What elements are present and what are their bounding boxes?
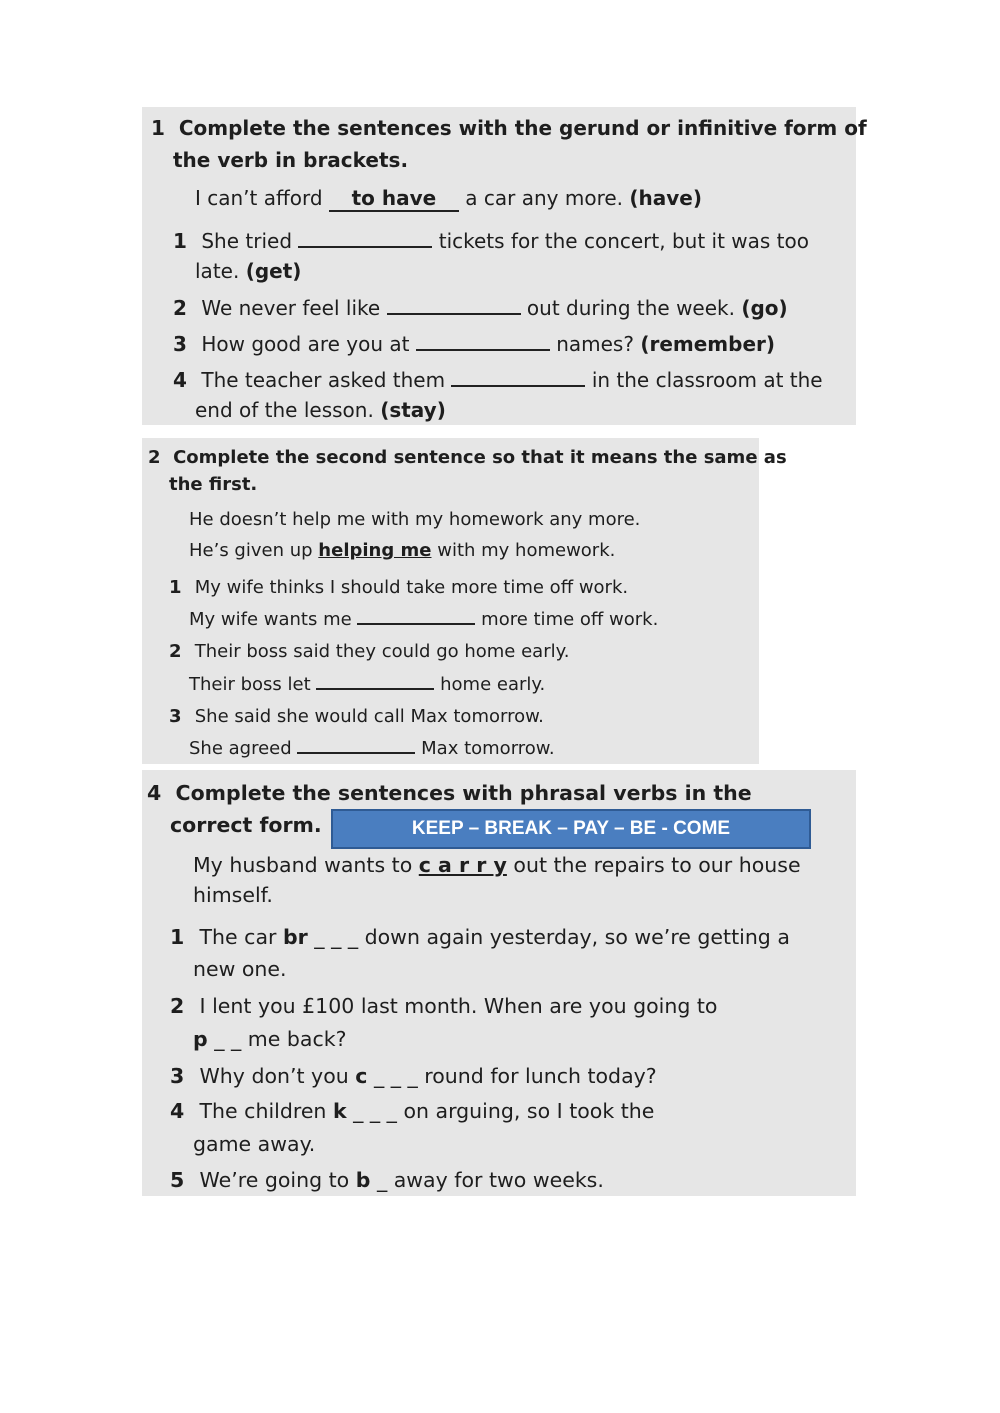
answer-blank[interactable] (297, 752, 415, 754)
exercise-4-item-4-line2: game away. (193, 1132, 316, 1156)
exercise-2-example-second: He’s given up helping me with my homework. (189, 540, 616, 561)
exercise-1-item-3: 3 How good are you at names? (remember) (173, 332, 776, 356)
exercise-1-heading-line2: the verb in brackets. (173, 148, 409, 172)
exercise-4-heading-line2: correct form. (170, 813, 322, 837)
answer-blank[interactable] (298, 246, 432, 248)
example-answer: c a r r y (418, 853, 507, 877)
answer-blank[interactable] (387, 313, 521, 315)
exercise-1-item-4: 4 The teacher asked them in the classroom at the (173, 368, 823, 392)
exercise-4-example-line2: himself. (193, 883, 273, 907)
exercise-2-item-1-second: My wife wants me more time off work. (189, 609, 659, 630)
exercise-1-item-1: 1 She tried tickets for the concert, but it was too (173, 229, 809, 253)
letter-gaps[interactable]: _ _ _ (314, 925, 359, 949)
letter-gaps[interactable]: _ _ _ (373, 1064, 418, 1088)
exercise-4-heading: 4 Complete the sentences with phrasal verbs in the (147, 781, 752, 805)
exercise-2-heading-line2: the first. (169, 474, 258, 495)
letter-gaps[interactable]: _ _ _ (353, 1099, 397, 1123)
exercise-2-item-1-first: 1 My wife thinks I should take more time off work. (169, 577, 629, 598)
exercise-1-heading: 1 Complete the sentences with the gerund or infinitive form of (151, 116, 867, 140)
exercise-1-item-1-line2: late. (get) (195, 259, 302, 283)
exercise-4-example: My husband wants to c a r r y out the repairs to our house (193, 853, 801, 877)
letter-gaps[interactable]: _ (376, 1168, 388, 1192)
exercise-2-example-first: He doesn’t help me with my homework any more. (189, 509, 641, 530)
answer-blank[interactable] (357, 623, 475, 625)
example-answer: helping me (318, 540, 432, 561)
answer-blank[interactable] (416, 349, 550, 351)
answer-blank[interactable] (451, 385, 585, 387)
example-answer: to have (329, 186, 459, 212)
exercise-1-item-4-line2: end of the lesson. (stay) (195, 398, 446, 422)
word-box: KEEP – BREAK – PAY – BE - COME (331, 809, 811, 849)
exercise-2-item-3-first: 3 She said she would call Max tomorrow. (169, 706, 544, 727)
exercise-2-heading: 2 Complete the second sentence so that it means the same as (148, 447, 787, 468)
exercise-2-item-2-second: Their boss let home early. (189, 674, 546, 695)
exercise-4-item-1-line2: new one. (193, 957, 287, 981)
exercise-4-item-2-line2: p _ _ me back? (193, 1027, 347, 1051)
letter-gaps[interactable]: _ _ (214, 1027, 242, 1051)
exercise-4-item-2: 2 I lent you £100 last month. When are you going to (170, 994, 718, 1018)
exercise-4-item-5: 5 We’re going to b _ away for two weeks. (170, 1168, 604, 1192)
exercise-4-item-3: 3 Why don’t you c _ _ _ round for lunch today? (170, 1064, 657, 1088)
exercise-4-item-1: 1 The car br _ _ _ down again yesterday, so we’re getting a (170, 925, 790, 949)
exercise-4-item-4: 4 The children k _ _ _ on arguing, so I took the (170, 1099, 655, 1123)
exercise-1-example: I can’t afford to have a car any more. (have) (195, 186, 703, 210)
exercise-1-item-2: 2 We never feel like out during the week. (go) (173, 296, 788, 320)
exercise-2-item-3-second: She agreed Max tomorrow. (189, 738, 555, 759)
answer-blank[interactable] (316, 688, 434, 690)
exercise-2-item-2-first: 2 Their boss said they could go home early. (169, 641, 570, 662)
